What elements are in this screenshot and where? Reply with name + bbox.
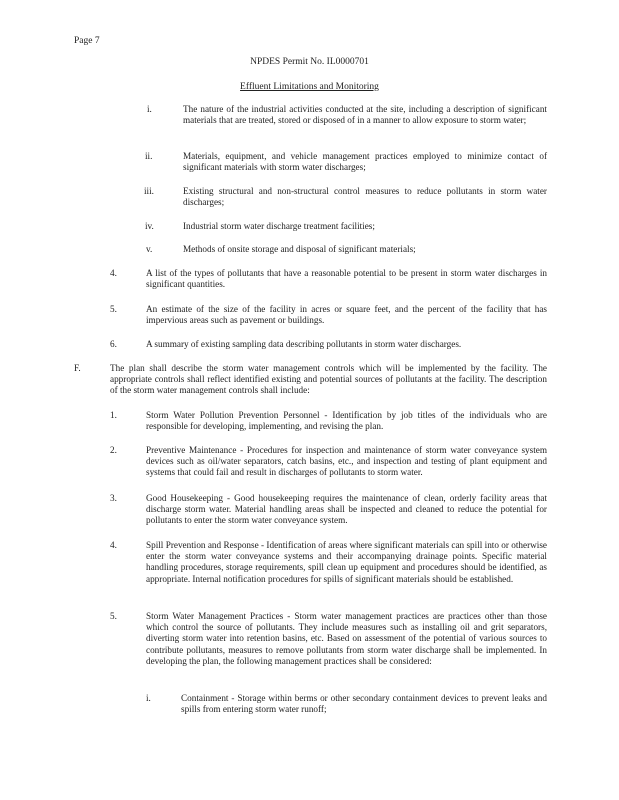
item-number: 5. [110, 304, 117, 314]
item-text: Containment - Storage within berms or other secondary containment devices to prevent leaks and spills from entering storm water runoff; [181, 693, 547, 715]
item-text: An estimate of the size of the facility in acres or square feet, and the percent of the facility that has impervious areas such as pavement or buildings. [146, 304, 547, 326]
item-number: 4. [110, 540, 117, 550]
item-text: Spill Prevention and Response - Identification of areas where significant materials can spill into or otherwise enter the storm water conveyance systems and their accompanying drainage points. Specific material handling procedures, storage requirements, spill clean up equipment and procedures should be identified, as appropriate. Internal notification procedures for spills of significant materials should be established. [146, 540, 547, 584]
item-number: i. [146, 693, 151, 703]
item-text: Existing structural and non-structural control measures to reduce pollutants in storm water discharges; [183, 186, 547, 208]
item-text: Storm Water Management Practices - Storm water management practices are practices other than those which control the source of pollutants. They include measures such as installing oil and grit separators, diverting storm water into retention basins, etc. Based on assessment of the potential of various sources to contribute pollutants, measures to remove pollutants from storm water discharge shall be implemented. In developing the plan, the following management practices shall be considered: [146, 611, 547, 666]
item-number: iv. [145, 221, 154, 231]
section-heading: Effluent Limitations and Monitoring [240, 82, 379, 92]
item-text: The nature of the industrial activities conducted at the site, including a description of significant materials that are treated, stored or disposed of in a manner to allow exposure to storm water; [183, 104, 547, 126]
item-text: Good Housekeeping - Good housekeeping requires the maintenance of clean, orderly facility areas that discharge storm water. Material handling areas shall be inspected and cleaned to reduce the potential for pollutants to enter the storm water conveyance system. [146, 493, 547, 526]
item-number: 6. [110, 339, 117, 349]
item-number: 3. [110, 493, 117, 503]
item-number: 2. [110, 445, 117, 455]
item-text: Storm Water Pollution Prevention Personnel - Identification by job titles of the individuals who are responsible for developing, implementing, and revising the plan. [146, 410, 547, 432]
section-text: The plan shall describe the storm water management controls which will be implemented by the facility. The appropriate controls shall reflect identified existing and potential sources of pollutants at the facility. The description of the storm water management controls shall include: [110, 363, 547, 396]
permit-title: NPDES Permit No. IL0000701 [250, 57, 369, 67]
item-text: Methods of onsite storage and disposal of significant materials; [183, 244, 416, 254]
item-text: A list of the types of pollutants that have a reasonable potential to be present in storm water discharges in significant quantities. [146, 268, 547, 290]
item-text: Materials, equipment, and vehicle management practices employed to minimize contact of significant materials with storm water discharges; [183, 151, 547, 173]
page-number: Page 7 [74, 36, 100, 46]
section-letter: F. [74, 363, 81, 373]
item-text: A summary of existing sampling data describing pollutants in storm water discharges. [146, 339, 462, 349]
item-number: i. [147, 104, 152, 114]
item-number: 5. [110, 611, 117, 621]
item-number: v. [146, 244, 153, 254]
item-number: ii. [145, 151, 153, 161]
item-number: 1. [110, 410, 117, 420]
item-number: iii. [144, 186, 154, 196]
item-number: 4. [110, 268, 117, 278]
item-text: Preventive Maintenance - Procedures for inspection and maintenance of storm water conveyance system devices such as oil/water separators, catch basins, etc., and inspection and testing of plant equipment and systems that could fail and result in discharges of pollutants to storm water. [146, 445, 547, 478]
item-text: Industrial storm water discharge treatment facilities; [183, 221, 375, 231]
